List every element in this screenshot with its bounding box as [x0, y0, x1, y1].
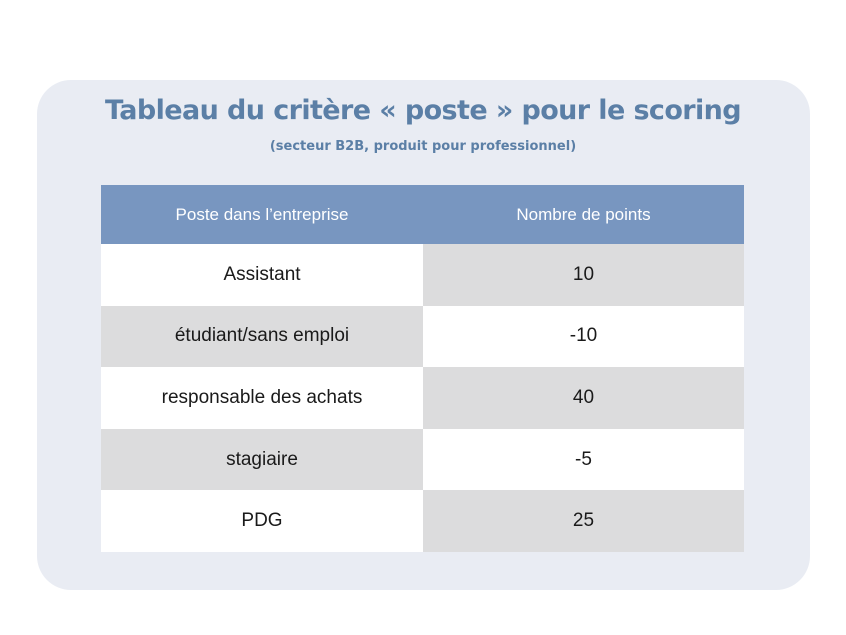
table-row [101, 244, 744, 306]
scoring-table [101, 185, 744, 552]
column-header-points: Nombre de points [516, 204, 651, 224]
table-row [101, 490, 744, 552]
cell-poste: PDG [101, 490, 423, 552]
cell-points: 40 [423, 367, 744, 429]
page-title: Tableau du critère « poste » pour le scoring [104, 95, 742, 126]
cell-poste: Assistant [101, 244, 423, 306]
cell-poste: stagiaire [101, 429, 423, 491]
column-header-poste: Poste dans l’entreprise [175, 204, 349, 224]
table-row [101, 429, 744, 491]
page-subtitle: (secteur B2B, produit pour professionnel) [269, 139, 577, 154]
cell-points: -5 [423, 429, 744, 491]
cell-points: 10 [423, 244, 744, 306]
cell-poste: responsable des achats [101, 367, 423, 429]
cell-points: 25 [423, 490, 744, 552]
table-header-row [101, 185, 744, 244]
cell-points: -10 [423, 306, 744, 368]
cell-poste: étudiant/sans emploi [101, 306, 423, 368]
table-row [101, 367, 744, 429]
table-row [101, 306, 744, 368]
